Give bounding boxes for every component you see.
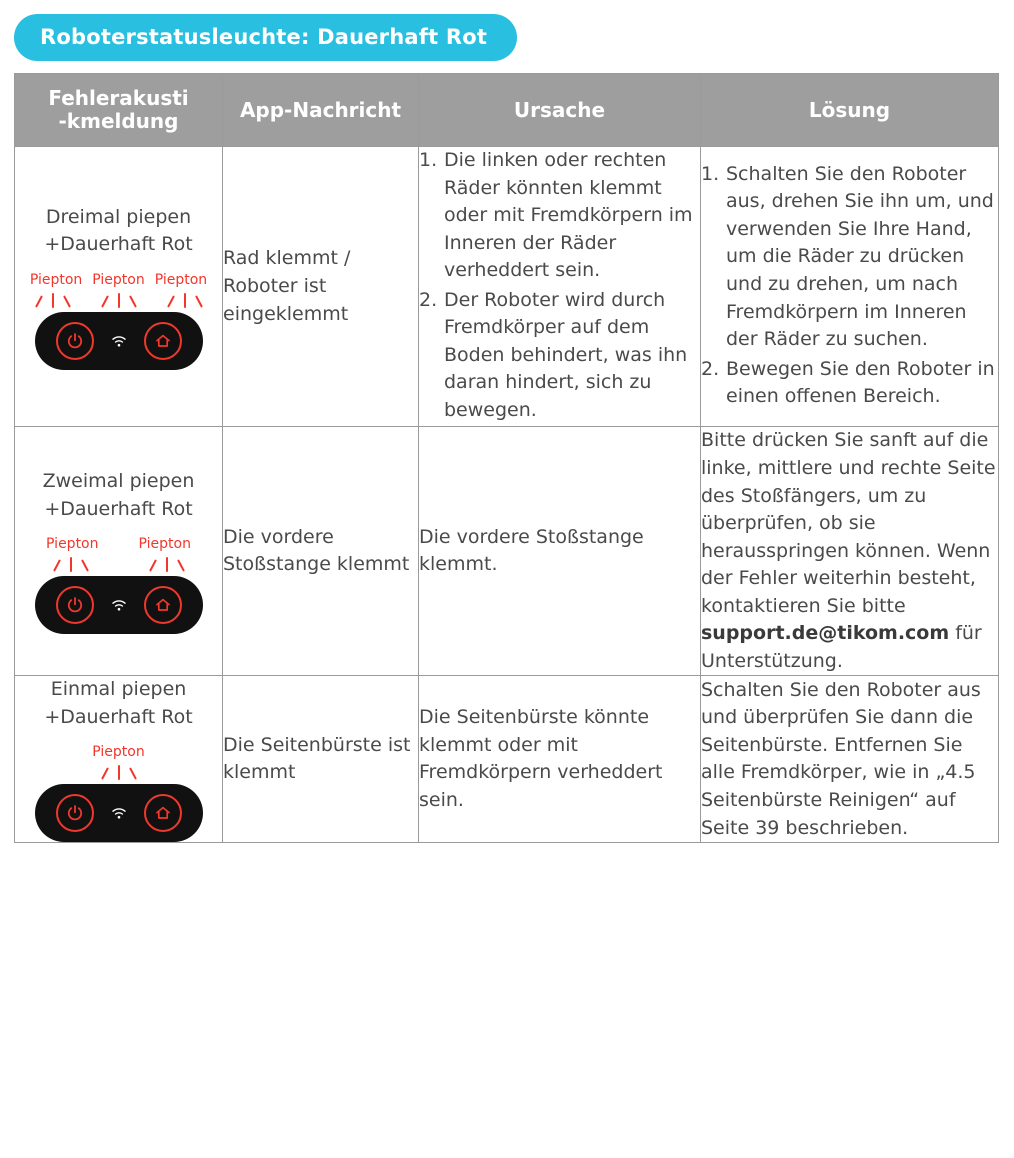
acoustic-label [15,468,222,523]
home-button-icon [144,794,182,832]
status-badge: Roboterstatusleuchte: Dauerhaft Rot [14,14,517,61]
beep-rays [15,554,222,574]
beep-label: Piepton [92,271,145,288]
acoustic-label-line2: +Dauerhaft Rot [44,705,193,728]
list-item-number: 1. [701,162,720,185]
acoustic-label-line1: Einmal piepen [50,678,187,701]
acoustic-label-line1: Dreimal piepen [45,205,192,228]
beep-labels [15,537,222,551]
sound-ray-icon [157,290,213,310]
home-button-icon [144,586,182,624]
beep-rays [15,762,222,782]
acoustic-label-line2: +Dauerhaft Rot [44,233,193,256]
solution-text-after: für Unterstützung. [701,622,982,672]
cell-solution [701,427,999,676]
cell-acoustic [15,676,223,843]
column-header-acoustic-line2: -kmeldung [58,109,179,133]
cell-acoustic [15,427,223,676]
list-item-text: Schalten Sie den Roboter aus, drehen Sie ihn um, und verwenden Sie Ihre Hand, um die Räder zu drücken und zu drehen, um nach Fremdkörpern im Inneren der Räder zu suchen. [726,162,994,351]
list-item [701,356,998,411]
error-code-table [14,73,999,843]
home-button-icon [144,322,182,360]
power-button-icon [56,322,94,360]
support-email: support.de@tikom.com [701,622,950,645]
list-item-number: 2. [701,357,720,380]
list-item [701,161,998,354]
robot-panel-illustration [35,576,203,634]
sound-ray-icon [91,290,147,310]
beep-label: Piepton [92,744,145,761]
cell-solution: Schalten Sie den Roboter aus und überprüfen Sie dann die Seitenbürste. Entfernen Sie alle Fremdkörper, wie in „4.5 Seitenbürste Reinigen“ auf Seite 39 beschrieben. [701,676,999,843]
list-item-text: Bewegen Sie den Roboter in einen offenen Bereich. [726,357,995,408]
solution-paragraph [701,427,998,675]
column-header-cause: Ursache [419,74,701,147]
table-header-row [15,74,999,147]
cell-app-message: Rad klemmt / Roboter ist eingeklemmt [223,147,419,427]
solution-text-before: Bitte drücken Sie sanft auf die linke, mittlere und rechte Seite des Stoßfängers, um zu überprüfen, ob sie herausspringen können. Wenn der Fehler weiterhin besteht, kontaktieren Sie bitte [701,429,996,617]
cell-cause: Die vordere Stoßstange klemmt. [419,427,701,676]
column-header-app-message: App-Nachricht [223,74,419,147]
sound-ray-icon [43,554,99,574]
beep-rays [15,290,222,310]
wifi-icon [110,597,128,613]
cell-solution [701,147,999,427]
list-item [419,147,700,285]
robot-panel-illustration [35,312,203,370]
column-header-acoustic-line1: Fehlerakusti [48,86,189,110]
power-button-icon [56,586,94,624]
cell-cause: Die Seitenbürste könnte klemmt oder mit Fremdkörpern verheddert sein. [419,676,701,843]
acoustic-label-line2: +Dauerhaft Rot [44,497,193,520]
beep-labels [15,273,222,287]
beep-label: Piepton [29,271,83,288]
wifi-icon [110,333,128,349]
table-row [15,147,999,427]
sound-ray-icon [91,762,147,782]
list-item-text: Die linken oder rechten Räder könnten klemmt oder mit Fremdkörpern im Inneren der Räder verheddert sein. [444,149,693,282]
acoustic-label [15,676,222,731]
acoustic-label [15,204,222,259]
beep-label: Piepton [138,536,191,553]
cell-cause [419,147,701,427]
column-header-solution: Lösung [701,74,999,147]
table-row [15,676,999,843]
cell-app-message: Die Seitenbürste ist klemmt [223,676,419,843]
acoustic-label-line1: Zweimal piepen [42,470,195,493]
cause-list [419,147,700,424]
list-item-number: 2. [419,288,438,311]
sound-ray-icon [139,554,195,574]
list-item [419,287,700,425]
beep-labels [15,745,222,759]
beep-label: Piepton [46,536,99,553]
table-header [15,74,999,147]
column-header-acoustic [15,74,223,147]
wifi-icon [110,805,128,821]
status-badge-container [0,0,1014,73]
cell-app-message: Die vordere Stoßstange klemmt [223,427,419,676]
solution-list [701,161,998,411]
list-item-text: Der Roboter wird durch Fremdkörper auf dem Boden behindert, was ihn daran hindert, sich zu bewegen. [444,288,688,421]
cell-acoustic [15,147,223,427]
list-item-number: 1. [419,149,438,171]
robot-panel-illustration [35,784,203,842]
table-body [15,147,999,843]
power-button-icon [56,794,94,832]
beep-label: Piepton [154,271,208,288]
sound-ray-icon [25,290,81,310]
table-row [15,427,999,676]
